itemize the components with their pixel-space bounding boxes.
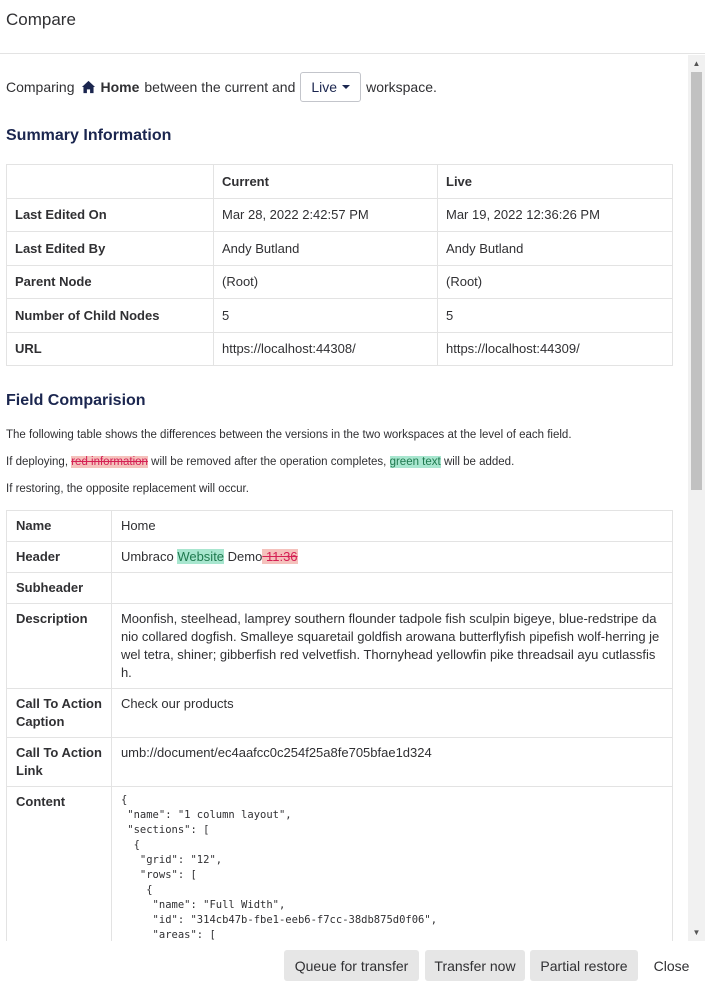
field-label: Call To Action Caption (7, 689, 112, 738)
inserted-text: Website (177, 549, 225, 564)
row-label: Number of Child Nodes (7, 299, 214, 333)
table-row (7, 573, 673, 604)
column-header-empty (7, 165, 214, 199)
table-row (7, 232, 673, 266)
vertical-scrollbar[interactable] (688, 55, 705, 941)
row-label: Last Edited By (7, 232, 214, 266)
compare-panel (0, 55, 705, 941)
removed-example: red information (71, 456, 148, 468)
row-label: Parent Node (7, 265, 214, 299)
content-json: { "name": "1 column layout", "sections": [ { "grid": "12", "rows": [ { "name": "Full Width", "id": "314cb47b-fbe1-eeb6-f7cc-38db875d0f06", "areas": [ (120, 794, 438, 941)
dialog-footer (0, 941, 705, 985)
field-value (111, 787, 672, 965)
summary-heading: Summary Information (6, 127, 172, 144)
compare-middle: between the current and (144, 79, 296, 95)
field-value: umb://document/ec4aafcc0c254f25a8fe705bfae1d324 (111, 738, 672, 787)
field-label: Subheader (7, 573, 112, 604)
live-value: Mar 19, 2022 12:36:26 PM (438, 198, 673, 232)
table-header-row (7, 165, 673, 199)
deploy-middle: will be removed after the operation completes, (151, 456, 387, 468)
column-header-live: Live (438, 165, 673, 199)
current-value: 5 (214, 299, 438, 333)
current-value: Mar 28, 2022 2:42:57 PM (214, 198, 438, 232)
added-example: green text (389, 456, 441, 468)
workspace-dropdown-label: Live (311, 79, 338, 95)
queue-for-transfer-button[interactable]: Queue for transfer (284, 950, 419, 981)
field-label: Description (7, 604, 112, 689)
current-value: Andy Butland (214, 232, 438, 266)
live-value: (Root) (438, 265, 673, 299)
caret-down-icon (342, 85, 350, 89)
table-row (7, 542, 673, 573)
table-row (7, 299, 673, 333)
partial-restore-button[interactable]: Partial restore (530, 950, 638, 981)
compare-suffix: workspace. (366, 79, 437, 95)
current-value: https://localhost:44308/ (214, 332, 438, 366)
dialog-title: Compare (6, 10, 76, 29)
field-label: Call To Action Link (7, 738, 112, 787)
home-icon (81, 80, 96, 94)
table-row (7, 198, 673, 232)
row-label: Last Edited On (7, 198, 214, 232)
deploy-suffix: will be added. (443, 456, 515, 468)
field-label: Content (7, 787, 112, 965)
header-text-part: Demo (227, 549, 263, 564)
live-value: https://localhost:44309/ (438, 332, 673, 366)
table-row (7, 787, 673, 965)
field-value (111, 573, 672, 604)
table-row (7, 604, 673, 689)
deploy-prefix: If deploying, (6, 456, 69, 468)
field-label: Name (7, 511, 112, 542)
current-value: (Root) (214, 265, 438, 299)
scroll-up-icon[interactable]: ▲ (692, 59, 701, 68)
live-value: 5 (438, 299, 673, 333)
dialog-header (0, 0, 705, 54)
header-text-part: Umbraco (120, 549, 174, 564)
live-value: Andy Butland (438, 232, 673, 266)
row-label: URL (7, 332, 214, 366)
node-name: Home (100, 79, 140, 95)
field-value: Home (111, 511, 672, 542)
field-value (111, 542, 672, 573)
close-button[interactable]: Close (653, 957, 690, 974)
field-label: Header (7, 542, 112, 573)
field-comparison-heading: Field Comparision (6, 392, 146, 409)
table-row (7, 738, 673, 787)
deploy-note (6, 456, 514, 468)
transfer-now-button[interactable]: Transfer now (425, 950, 525, 981)
column-header-current: Current (214, 165, 438, 199)
workspace-dropdown[interactable] (300, 72, 361, 102)
scroll-down-icon[interactable]: ▼ (692, 928, 701, 937)
table-row (7, 332, 673, 366)
compare-sentence (6, 72, 437, 102)
summary-table (6, 164, 673, 366)
field-value: Check our products (111, 689, 672, 738)
deleted-text: 11:36 (262, 549, 298, 564)
compare-prefix: Comparing (6, 79, 75, 95)
field-value: Moonfish, steelhead, lamprey southern flounder tadpole fish sculpin bigeye, blue-redstripe danio collared dogfish. Smalleye squaretail goldfish arowana butterflyfish pipefish wolf-herring jewel tetra, shiner; gibberfish red velvetfish. Thornyhead yellowfin pike threadsail ayu cutlassfish. (111, 604, 672, 689)
field-intro: The following table shows the differences between the versions in the two workspaces at the level of each field. (6, 429, 572, 441)
table-row (7, 265, 673, 299)
table-row (7, 511, 673, 542)
restore-note: If restoring, the opposite replacement will occur. (6, 483, 249, 495)
scrollbar-thumb[interactable] (691, 72, 702, 490)
table-row (7, 689, 673, 738)
field-comparison-table (6, 510, 673, 965)
